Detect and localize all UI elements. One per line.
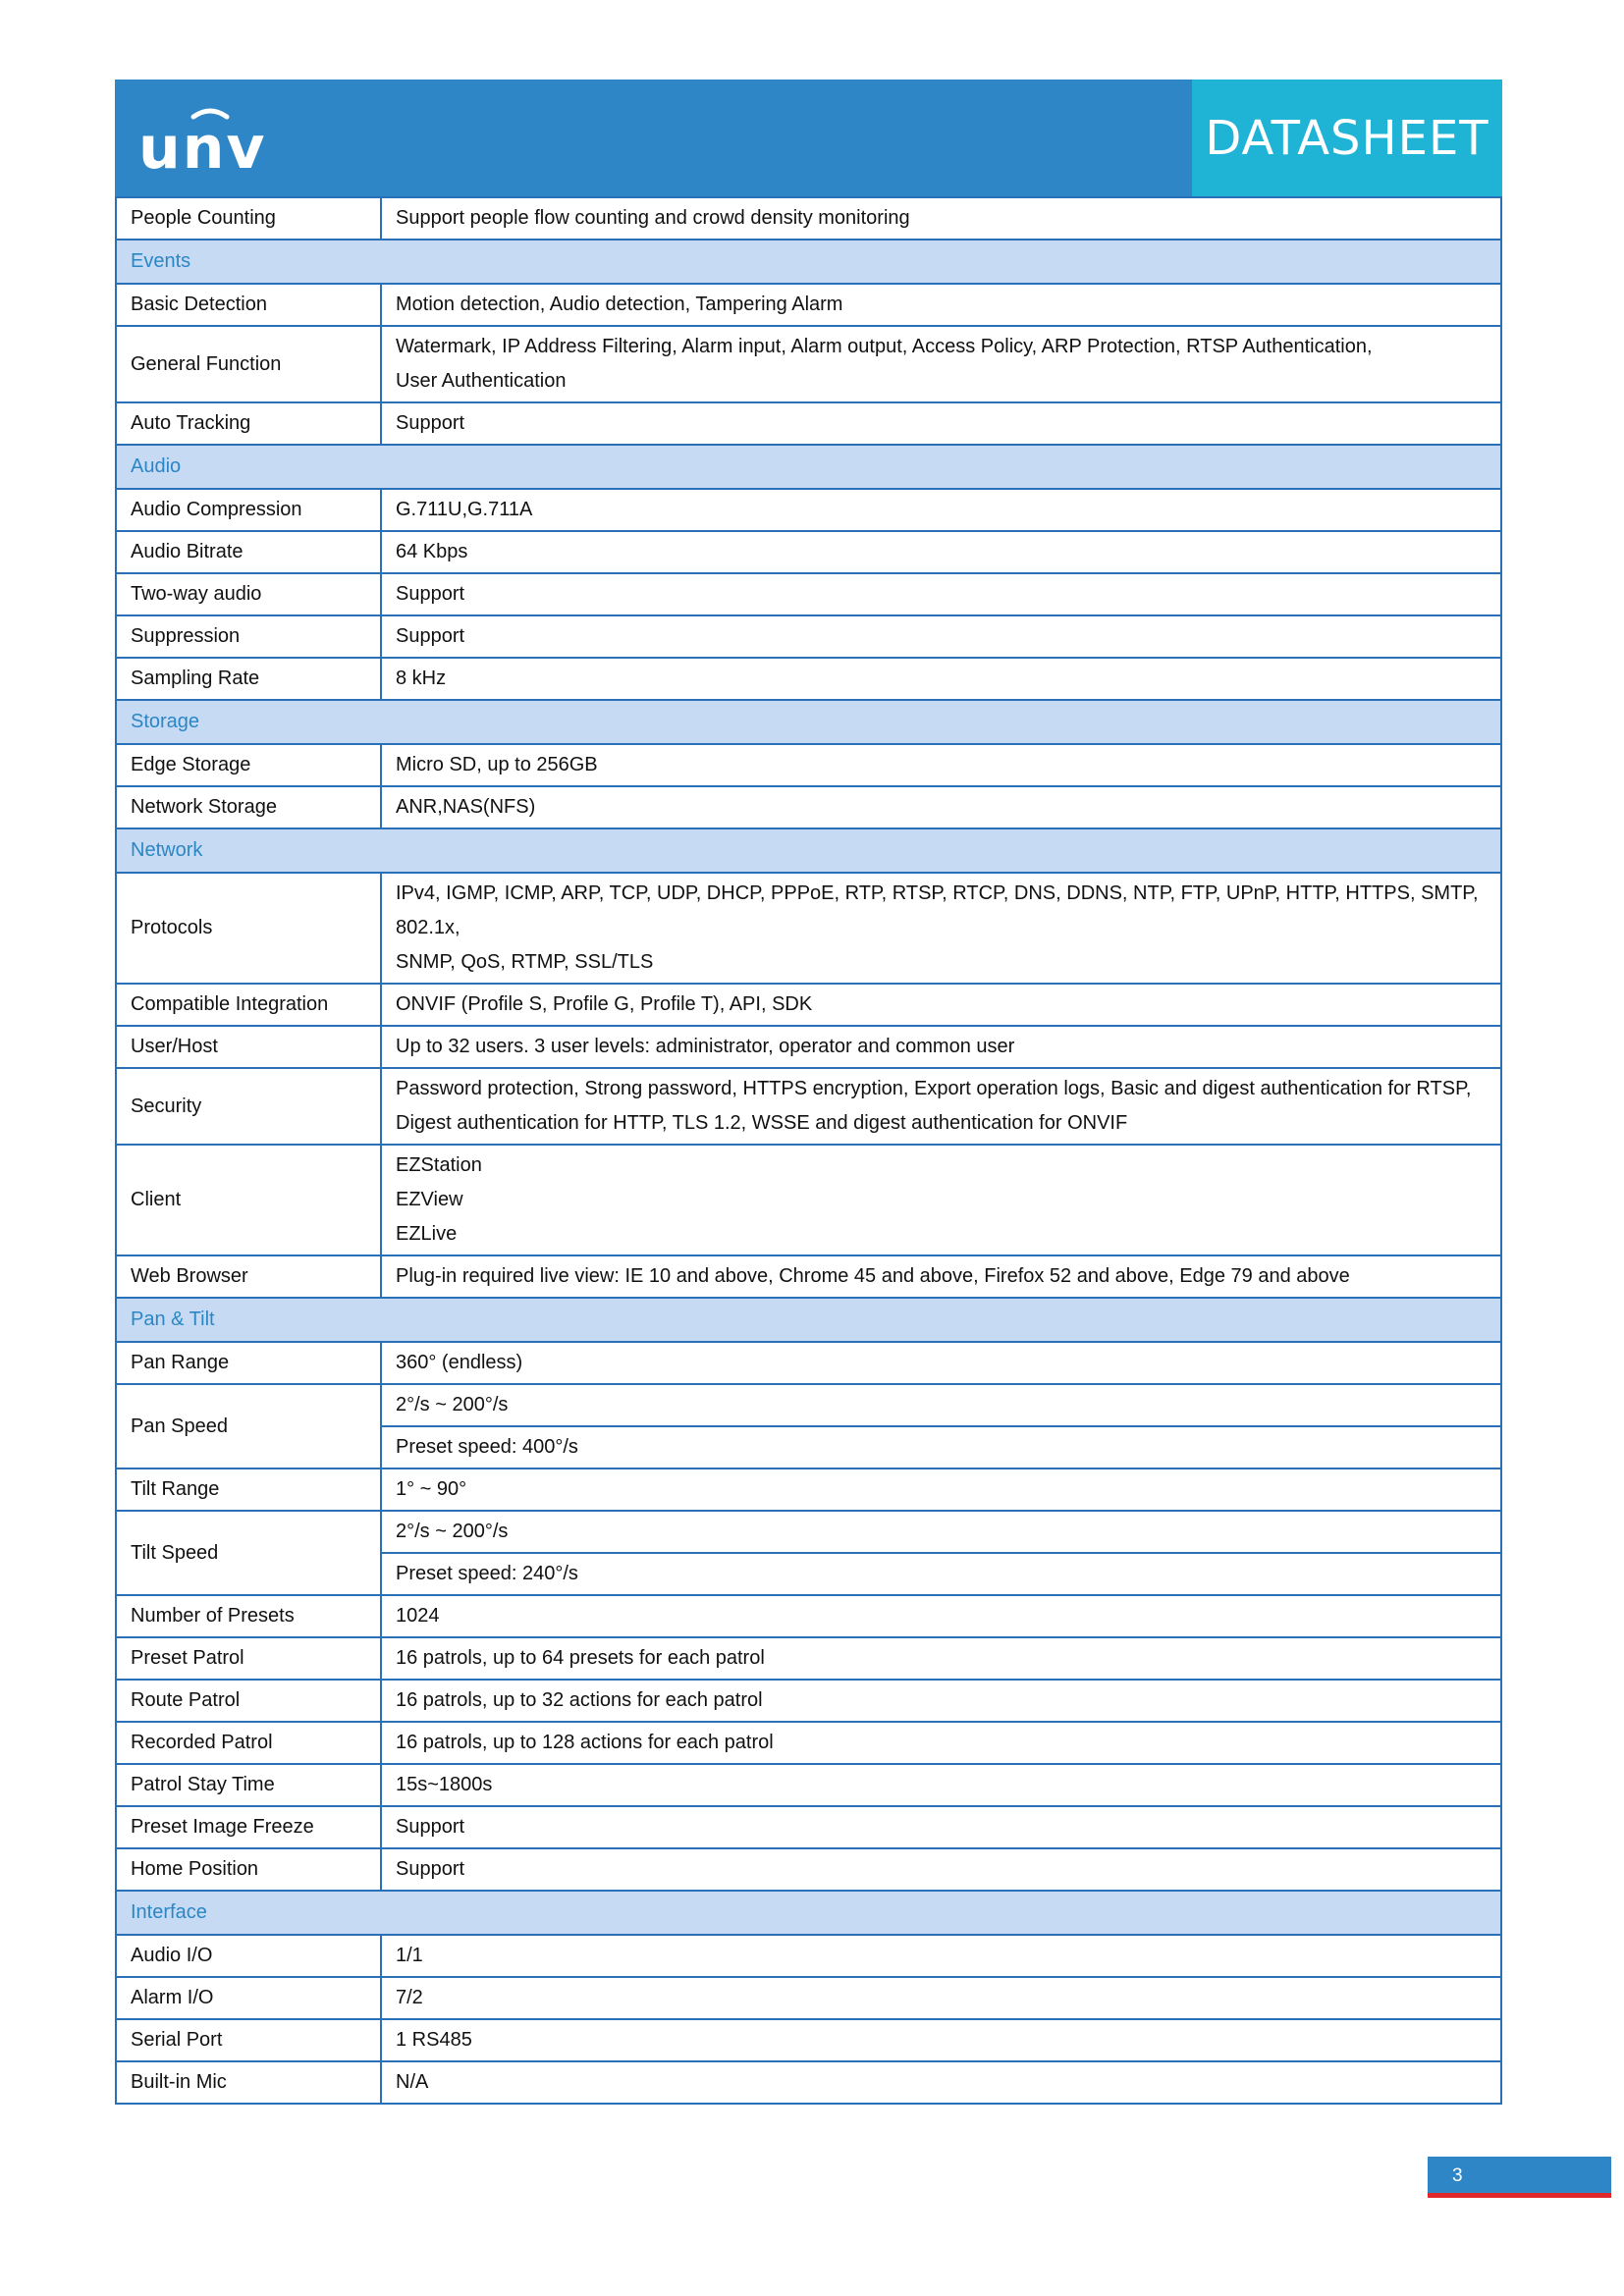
spec-value-line: Digest authentication for HTTP, TLS 1.2, WSSE and digest authentication for ONVIF <box>396 1112 1128 1134</box>
spec-label: Audio Bitrate <box>116 531 381 573</box>
spec-value: Support people flow counting and crowd density monitoring <box>381 197 1501 240</box>
spec-value: Preset speed: 400°/s <box>381 1426 1501 1468</box>
spec-row-patrol-stay-time <box>116 1764 1501 1806</box>
spec-value <box>381 326 1501 402</box>
section-interface <box>116 1891 1501 1935</box>
section-heading: Interface <box>116 1891 1501 1935</box>
spec-label: Home Position <box>116 1848 381 1891</box>
spec-value-line: EZStation <box>396 1154 482 1176</box>
spec-label: Two-way audio <box>116 573 381 615</box>
spec-value-line: EZView <box>396 1189 463 1210</box>
spec-label: Network Storage <box>116 786 381 828</box>
spec-label: Tilt Range <box>116 1468 381 1511</box>
spec-label: Pan Speed <box>116 1384 381 1468</box>
spec-label: Pan Range <box>116 1342 381 1384</box>
spec-row-route-patrol <box>116 1680 1501 1722</box>
spec-value: 8 kHz <box>381 658 1501 700</box>
spec-value: 1024 <box>381 1595 1501 1637</box>
section-heading: Events <box>116 240 1501 284</box>
unv-logo <box>136 103 284 180</box>
footer-accent-bar <box>1428 2193 1611 2198</box>
spec-value: 16 patrols, up to 128 actions for each patrol <box>381 1722 1501 1764</box>
spec-label: Auto Tracking <box>116 402 381 445</box>
spec-label: Tilt Speed <box>116 1511 381 1595</box>
spec-row-client <box>116 1145 1501 1255</box>
spec-value: 16 patrols, up to 32 actions for each patrol <box>381 1680 1501 1722</box>
section-heading: Pan & Tilt <box>116 1298 1501 1342</box>
spec-row-home-position <box>116 1848 1501 1891</box>
spec-label: Basic Detection <box>116 284 381 326</box>
spec-row-compatible-integration <box>116 984 1501 1026</box>
datasheet-badge <box>1192 80 1502 196</box>
spec-row-serial-port <box>116 2019 1501 2061</box>
spec-row-user-host <box>116 1026 1501 1068</box>
spec-row-network-storage <box>116 786 1501 828</box>
section-heading: Storage <box>116 700 1501 744</box>
spec-value: Preset speed: 240°/s <box>381 1553 1501 1595</box>
spec-row-pan-range <box>116 1342 1501 1384</box>
spec-value: Micro SD, up to 256GB <box>381 744 1501 786</box>
spec-label: Web Browser <box>116 1255 381 1298</box>
spec-label: Audio I/O <box>116 1935 381 1977</box>
spec-label: Preset Image Freeze <box>116 1806 381 1848</box>
spec-row-tilt-range <box>116 1468 1501 1511</box>
spec-label: Security <box>116 1068 381 1145</box>
spec-label: Route Patrol <box>116 1680 381 1722</box>
spec-label: Built-in Mic <box>116 2061 381 2104</box>
spec-label: Client <box>116 1145 381 1255</box>
spec-label: Suppression <box>116 615 381 658</box>
spec-row-number-of-presets <box>116 1595 1501 1637</box>
spec-label: Alarm I/O <box>116 1977 381 2019</box>
spec-value-line: SNMP, QoS, RTMP, SSL/TLS <box>396 951 654 973</box>
spec-row-protocols <box>116 873 1501 984</box>
spec-value-line: Password protection, Strong password, HTTPS encryption, Export operation logs, Basic and digest authentication for RTSP, <box>396 1078 1472 1099</box>
spec-value: N/A <box>381 2061 1501 2104</box>
spec-value: 16 patrols, up to 64 presets for each patrol <box>381 1637 1501 1680</box>
spec-row-audio-compression <box>116 489 1501 531</box>
spec-label: People Counting <box>116 197 381 240</box>
spec-label: General Function <box>116 326 381 402</box>
spec-value: Plug-in required live view: IE 10 and above, Chrome 45 and above, Firefox 52 and above, Edge 79 and above <box>381 1255 1501 1298</box>
spec-row-preset-patrol <box>116 1637 1501 1680</box>
spec-row-recorded-patrol <box>116 1722 1501 1764</box>
spec-value: Up to 32 users. 3 user levels: administrator, operator and common user <box>381 1026 1501 1068</box>
spec-value-line: EZLive <box>396 1223 458 1245</box>
spec-label: Preset Patrol <box>116 1637 381 1680</box>
datasheet-title: DATASHEET <box>1205 110 1489 166</box>
spec-label: Sampling Rate <box>116 658 381 700</box>
spec-label: Patrol Stay Time <box>116 1764 381 1806</box>
spec-label: Compatible Integration <box>116 984 381 1026</box>
spec-row-alarm-i-o <box>116 1977 1501 2019</box>
spec-value: 15s~1800s <box>381 1764 1501 1806</box>
datasheet-header <box>115 80 1502 196</box>
spec-value: 360° (endless) <box>381 1342 1501 1384</box>
spec-label: Edge Storage <box>116 744 381 786</box>
spec-value: 64 Kbps <box>381 531 1501 573</box>
spec-row-audio-bitrate <box>116 531 1501 573</box>
spec-value: Support <box>381 573 1501 615</box>
spec-value <box>381 1068 1501 1145</box>
section-pan-tilt <box>116 1298 1501 1342</box>
spec-label: Recorded Patrol <box>116 1722 381 1764</box>
spec-value: Support <box>381 1848 1501 1891</box>
spec-value: 2°/s ~ 200°/s <box>381 1511 1501 1553</box>
section-heading: Network <box>116 828 1501 873</box>
spec-label: Audio Compression <box>116 489 381 531</box>
spec-value: 1/1 <box>381 1935 1501 1977</box>
spec-value: Motion detection, Audio detection, Tampering Alarm <box>381 284 1501 326</box>
section-storage <box>116 700 1501 744</box>
section-network <box>116 828 1501 873</box>
spec-row-pan-speed <box>116 1384 1501 1426</box>
spec-table <box>115 196 1502 2105</box>
page-number-box <box>1428 2157 1611 2195</box>
spec-value <box>381 873 1501 984</box>
spec-label: User/Host <box>116 1026 381 1068</box>
spec-value: G.711U,G.711A <box>381 489 1501 531</box>
spec-row-two-way-audio <box>116 573 1501 615</box>
spec-row-sampling-rate <box>116 658 1501 700</box>
spec-row-basic-detection <box>116 284 1501 326</box>
spec-label: Serial Port <box>116 2019 381 2061</box>
spec-row-people-counting <box>116 197 1501 240</box>
spec-label: Protocols <box>116 873 381 984</box>
spec-value: 7/2 <box>381 1977 1501 2019</box>
spec-value: Support <box>381 1806 1501 1848</box>
page-number: 3 <box>1452 2164 1463 2186</box>
spec-value: 1 RS485 <box>381 2019 1501 2061</box>
spec-value: ONVIF (Profile S, Profile G, Profile T), API, SDK <box>381 984 1501 1026</box>
spec-row-audio-i-o <box>116 1935 1501 1977</box>
spec-value-line: IPv4, IGMP, ICMP, ARP, TCP, UDP, DHCP, PPPoE, RTP, RTSP, RTCP, DNS, DDNS, NTP, FTP, UPnP, HTTP, HTTPS, SMTP, 802.1x, <box>396 882 1479 938</box>
spec-value-line: Watermark, IP Address Filtering, Alarm input, Alarm output, Access Policy, ARP Protection, RTSP Authentication, <box>396 336 1373 357</box>
section-heading: Audio <box>116 445 1501 489</box>
spec-value <box>381 1145 1501 1255</box>
spec-value: ANR,NAS(NFS) <box>381 786 1501 828</box>
section-events <box>116 240 1501 284</box>
spec-row-built-in-mic <box>116 2061 1501 2104</box>
spec-label: Number of Presets <box>116 1595 381 1637</box>
spec-row-edge-storage <box>116 744 1501 786</box>
spec-row-auto-tracking <box>116 402 1501 445</box>
spec-row-tilt-speed <box>116 1511 1501 1553</box>
spec-row-suppression <box>116 615 1501 658</box>
logo-text: unv <box>138 114 267 180</box>
spec-value: Support <box>381 615 1501 658</box>
spec-value: 1° ~ 90° <box>381 1468 1501 1511</box>
spec-row-web-browser <box>116 1255 1501 1298</box>
spec-row-general-function <box>116 326 1501 402</box>
spec-value: Support <box>381 402 1501 445</box>
spec-value-line: User Authentication <box>396 370 567 392</box>
section-audio <box>116 445 1501 489</box>
spec-value: 2°/s ~ 200°/s <box>381 1384 1501 1426</box>
spec-row-security <box>116 1068 1501 1145</box>
spec-row-preset-image-freeze <box>116 1806 1501 1848</box>
